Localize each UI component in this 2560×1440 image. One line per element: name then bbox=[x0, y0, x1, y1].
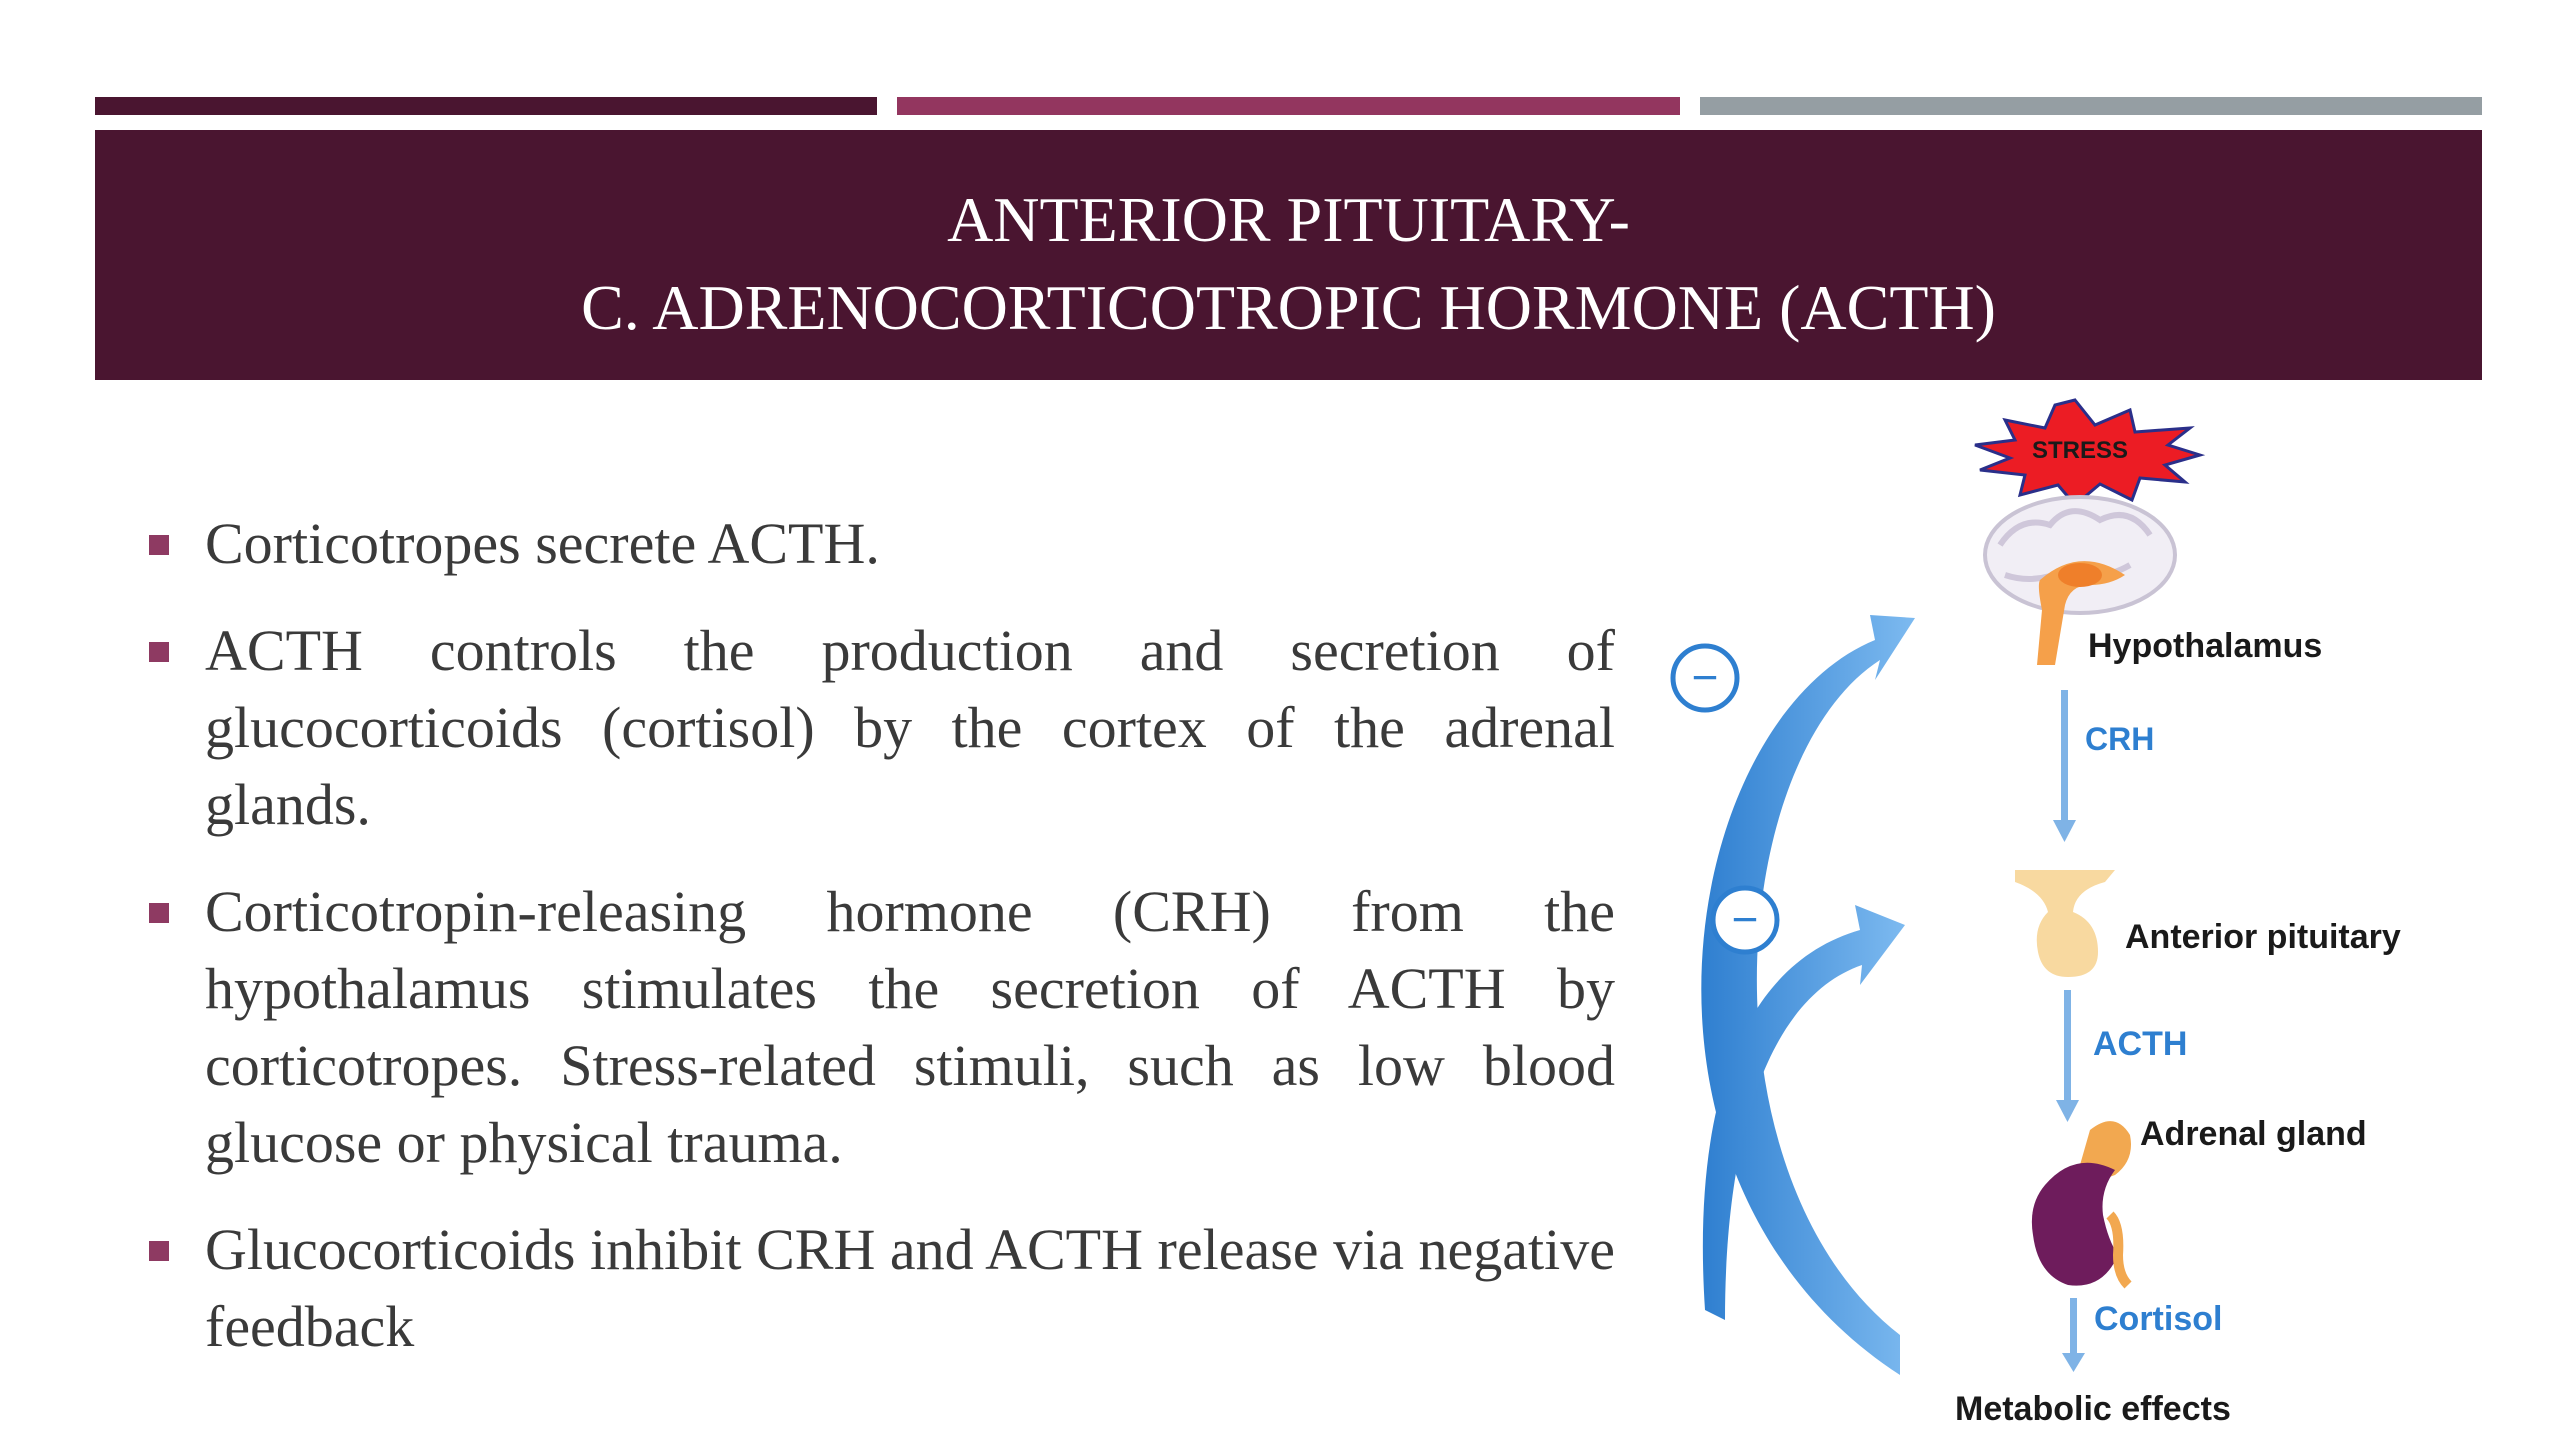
top-bar-magenta bbox=[897, 97, 1680, 115]
slide-title-line-2: C. ADRENOCORTICOTROPIC HORMONE (ACTH) bbox=[581, 272, 1996, 343]
top-bar-gray bbox=[1700, 97, 2482, 115]
top-bar-dark bbox=[95, 97, 877, 115]
negative-feedback-icon bbox=[1713, 888, 1777, 952]
bullet-square-icon bbox=[149, 642, 169, 662]
bullet-text: Corticotropes secrete ACTH. bbox=[205, 511, 880, 576]
crh-arrow bbox=[2053, 690, 2076, 842]
bullet-square-icon bbox=[149, 1241, 169, 1261]
negative-feedback-icon bbox=[1673, 646, 1737, 710]
hpa-axis-diagram bbox=[1650, 390, 2500, 1440]
anterior-pituitary-label: Anterior pituitary bbox=[2125, 918, 2401, 956]
title-banner bbox=[95, 130, 2482, 380]
minus-symbol: − bbox=[1691, 651, 1719, 703]
bullet-list bbox=[145, 505, 1615, 1395]
bullet-text: Corticotropin-releasing hormone (CRH) from the hypothalamus stimulates the secretion of ACTH by corticotropes. Stress-related stimuli, such as low blood glucose or physical trauma. bbox=[205, 879, 1615, 1175]
stress-label: STRESS bbox=[2031, 437, 2129, 464]
kidney-adrenal-icon bbox=[2032, 1121, 2131, 1286]
slide-title-line-1: ANTERIOR PITUITARY- bbox=[947, 184, 1630, 255]
bullet-text: Glucocorticoids inhibit CRH and ACTH release via negative feedback bbox=[205, 1217, 1615, 1359]
bullet-item bbox=[145, 1211, 1615, 1365]
bullet-square-icon bbox=[149, 535, 169, 555]
acth-label: ACTH bbox=[2093, 1025, 2188, 1063]
metabolic-effects-label: Metabolic effects bbox=[1955, 1390, 2231, 1428]
hypothalamus-label: Hypothalamus bbox=[2088, 627, 2323, 665]
bullet-item bbox=[145, 873, 1615, 1181]
cortisol-label: Cortisol bbox=[2094, 1300, 2223, 1338]
bullet-item bbox=[145, 612, 1615, 843]
adrenal-gland-label: Adrenal gland bbox=[2140, 1115, 2367, 1153]
bullet-square-icon bbox=[149, 903, 169, 923]
minus-symbol: − bbox=[1731, 893, 1759, 945]
acth-arrow bbox=[2056, 990, 2079, 1122]
stress-burst-icon bbox=[1975, 400, 2200, 505]
bullet-text: ACTH controls the production and secretion of glucocorticoids (cortisol) by the cortex of the adrenal glands. bbox=[205, 618, 1615, 837]
bullet-item bbox=[145, 505, 1615, 582]
pituitary-icon bbox=[2015, 870, 2115, 977]
cortisol-arrow bbox=[2062, 1298, 2085, 1372]
crh-label: CRH bbox=[2085, 721, 2155, 757]
